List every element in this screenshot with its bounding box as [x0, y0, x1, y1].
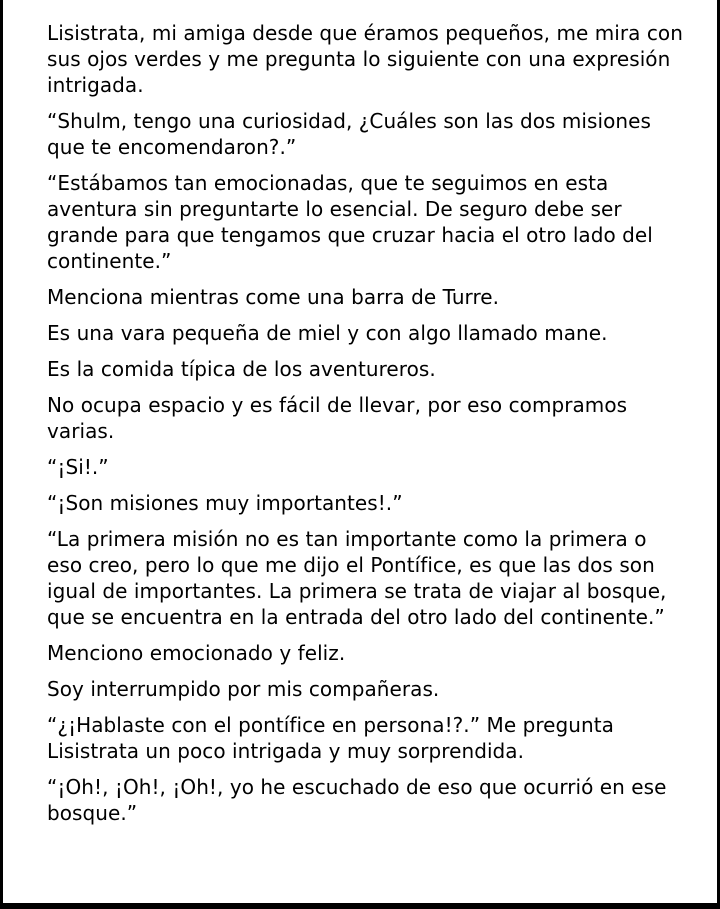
paragraph: “Estábamos tan emocionadas, que te seguimos en esta aventura sin preguntarte lo esencial. De seguro debe ser grande para que tengamos que cruzar hacia el otro lado del continente.”	[47, 171, 653, 273]
paragraph: Lisistrata, mi amiga desde que éramos pequeños, me mira con sus ojos verdes y me pregunta lo siguiente con una expresión intrigada.	[47, 21, 683, 97]
paragraph: “Shulm, tengo una curiosidad, ¿Cuáles son las dos misiones que te encomendaron?.”	[47, 109, 651, 159]
paragraph: Menciono emocionado y feliz.	[47, 641, 346, 665]
paragraph: Es una vara pequeña de miel y con algo llamado mane.	[47, 321, 608, 345]
paragraph: “¡Si!.”	[47, 455, 109, 479]
document-body	[47, 20, 687, 836]
document-page	[3, 0, 717, 903]
paragraph: “¿¡Hablaste con el pontífice en persona!?.” Me pregunta Lisistrata un poco intrigada y muy sorprendida.	[47, 713, 614, 763]
paragraph: Menciona mientras come una barra de Turre.	[47, 285, 500, 309]
paragraph: No ocupa espacio y es fácil de llevar, por eso compramos varias.	[47, 393, 628, 443]
paragraph: “¡Son misiones muy importantes!.”	[47, 491, 403, 515]
paragraph: Soy interrumpido por mis compañeras.	[47, 677, 440, 701]
paragraph: Es la comida típica de los aventureros.	[47, 357, 436, 381]
paragraph: “La primera misión no es tan importante como la primera o eso creo, pero lo que me dijo el Pontífice, es que las dos son igual de importantes. La primera se trata de viajar al bosque, que se encuentra en la entrada del otro lado del continente.”	[47, 527, 667, 629]
paragraph: “¡Oh!, ¡Oh!, ¡Oh!, yo he escuchado de eso que ocurrió en ese bosque.”	[47, 775, 667, 825]
